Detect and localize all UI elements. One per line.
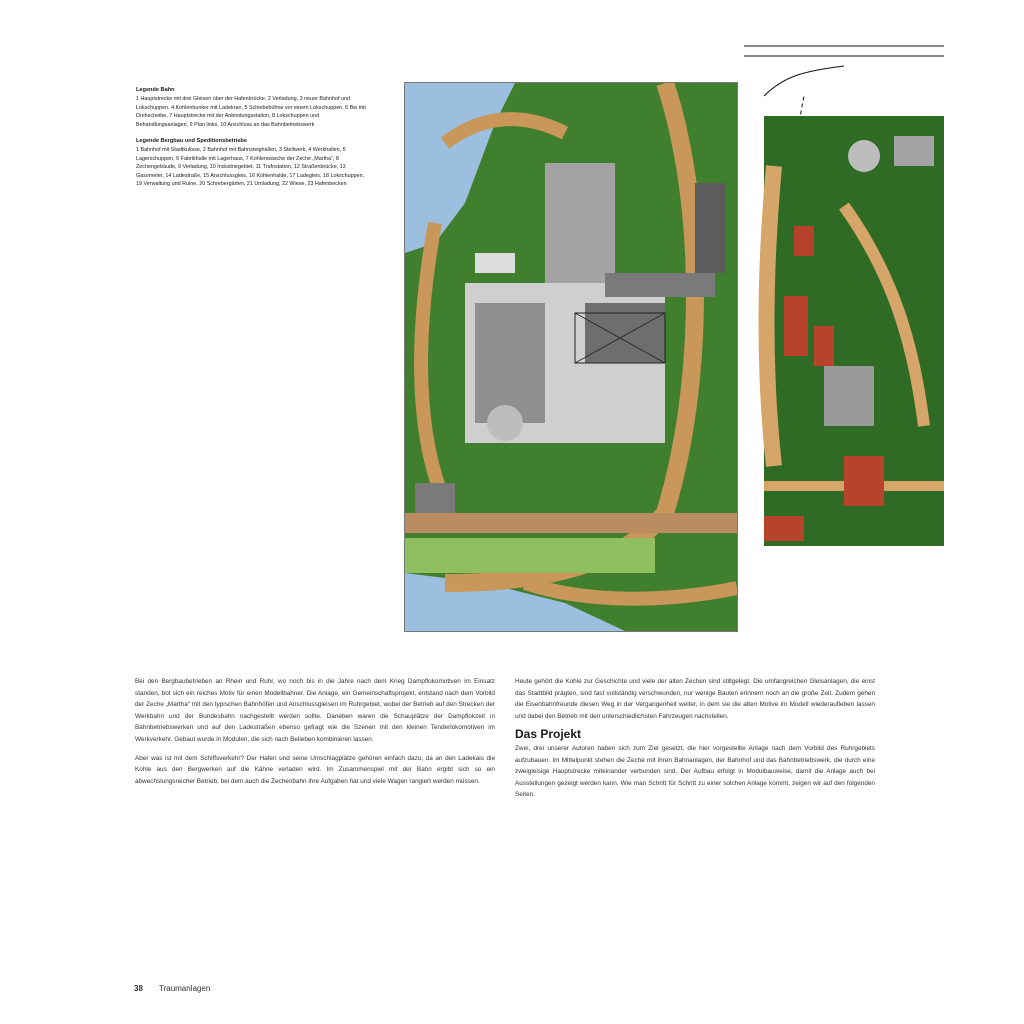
- article-column-right: [515, 676, 875, 808]
- legend-main-text: 1 Hauptstrecke mit drei Gleisen über der Hafenbrücke, 2 Verladung, 3 neuer Bahnhof und Lokschuppen, 4 Kohlenbunker mit Ladekran, 5 Schiebebühne vor einem Lokschuppen, 6 Bw mit Drehscheibe, 7 Hauptstrecke mit der Anbindungsstation, 8 Lokschuppen und Behandlungsanlagen, 9 Plan links, 10 Anschluss an das Bahnbetriebswerk: [136, 96, 366, 128]
- article-paragraph: Bei den Bergbaubetrieben an Rhein und Ruhr, wo noch bis in die Jahre nach dem Krieg Dampflokomotiven im Einsatz standen, bot sich ein reiches Motiv für einen Modellbahner. Die Anlage, ein Gemeinschaftsprojekt, entstand nach dem Vorbild der Zeche „Martha“ mit den typischen Bahnhöfen und Anschlussgleisen im Ruhrgebiet, wobei der Betrieb auf den Strecken der Werkbahn und der Bundesbahn nachgestellt werden sollte. Daneben waren die Schauplätze der Dampflokzeit in Bahnbetriebswerken und auf den Ladestraßen ebenso gefragt wie die Szenen mit den kleinen Tenderlokomotiven im Werkverkehr. Gebaut wurde in Modulen, die sich nach Belieben kombinieren lassen.: [135, 678, 495, 743]
- section-name: Traumanlagen: [158, 984, 211, 993]
- schematic-track-plan: [744, 26, 944, 546]
- article-paragraph: Aber was ist mit dem Schiffsverkehr? Der Hafen und seine Umschlagplätze gehören einfach dazu, da an den Ladekais die Kohle aus den Bergwerken auf die Kähne verladen wird. Im Zusammenspiel mit der Bahn ergibt sich so ein abwechslungsreicher Betrieb, bei dem auch die Zechenbahn ihre Aufgaben hat und viele Wagen rangiert werden müssen.: [135, 754, 495, 785]
- article-paragraph: Zwei, drei unserer Autoren haben sich zum Ziel gesetzt, die hier vorgestellte Anlage nach dem Vorbild des Ruhrgebiets aufzubauen. Im Mittelpunkt stehen die Zeche mit ihren Bahnanlagen, der Bahnhof und das Bahnbetriebswerk, die durch eine zweigleisige Hauptstrecke miteinander verbunden sind. Der Aufbau erfolgt in Modulbauweise, damit die Anlage auch bei Ausstellungen gezeigt werden kann. Wie man Schritt für Schritt zu einer solchen Anlage kommt, zeigen wir auf den folgenden Seiten.: [515, 744, 875, 799]
- page-footer: [134, 984, 210, 993]
- legend-industry-title: Legende Bergbau und Speditionsbetriebe: [136, 138, 247, 145]
- legend-industry-text: 1 Bahnhof mit Stadtkulisse, 2 Bahnhof mit Bahnsteighallen, 3 Stellwerk, 4 Werkhallen, 5 Lagerschuppen, 6 Fabrikhalle mit Lagerhaus, 7 Kohlenwäsche der Zeche „Martha“, 8 Zechengebäude, 9 Verladung, 10 Industriegebiet, 11 Trafostation, 12 Straßenbrücke, 13 Gasometer, 14 Ladestraße, 15 Anschlussgleis, 16 Kohlenhalde, 17 Ladegleis, 18 Lokschuppen, 19 Verwaltung und Ruine, 20 Schrebergärten, 21 Umladung, 22 Wiese, 23 Hafenbecken: [136, 147, 365, 188]
- legend-main-title: Legende Bahn: [136, 87, 175, 93]
- section-heading: Das Projekt: [515, 727, 582, 742]
- article-paragraph: Heute gehört die Kohle zur Geschichte und viele der alten Zechen sind stillgelegt. Die umfangreichen Gleisanlagen, die einst das Stadtbild prägten, sind fast vollständig verschwunden, nur wenige Bauten erinnern noch an die große Zeit. Zudem gehen die Eisenbahnfreunde diesen Weg in der Vergangenheit weiter, in dem sie die alten Motive im Modell wiederaufleben lassen und dabei den Betrieb mit den unterschiedlichsten Fahrzeugen nachstellen.: [515, 678, 875, 720]
- page-number: 38: [134, 984, 143, 993]
- map-legend: [136, 86, 366, 196]
- article-column-left: [135, 676, 495, 794]
- track-plan-illustration: [404, 82, 738, 632]
